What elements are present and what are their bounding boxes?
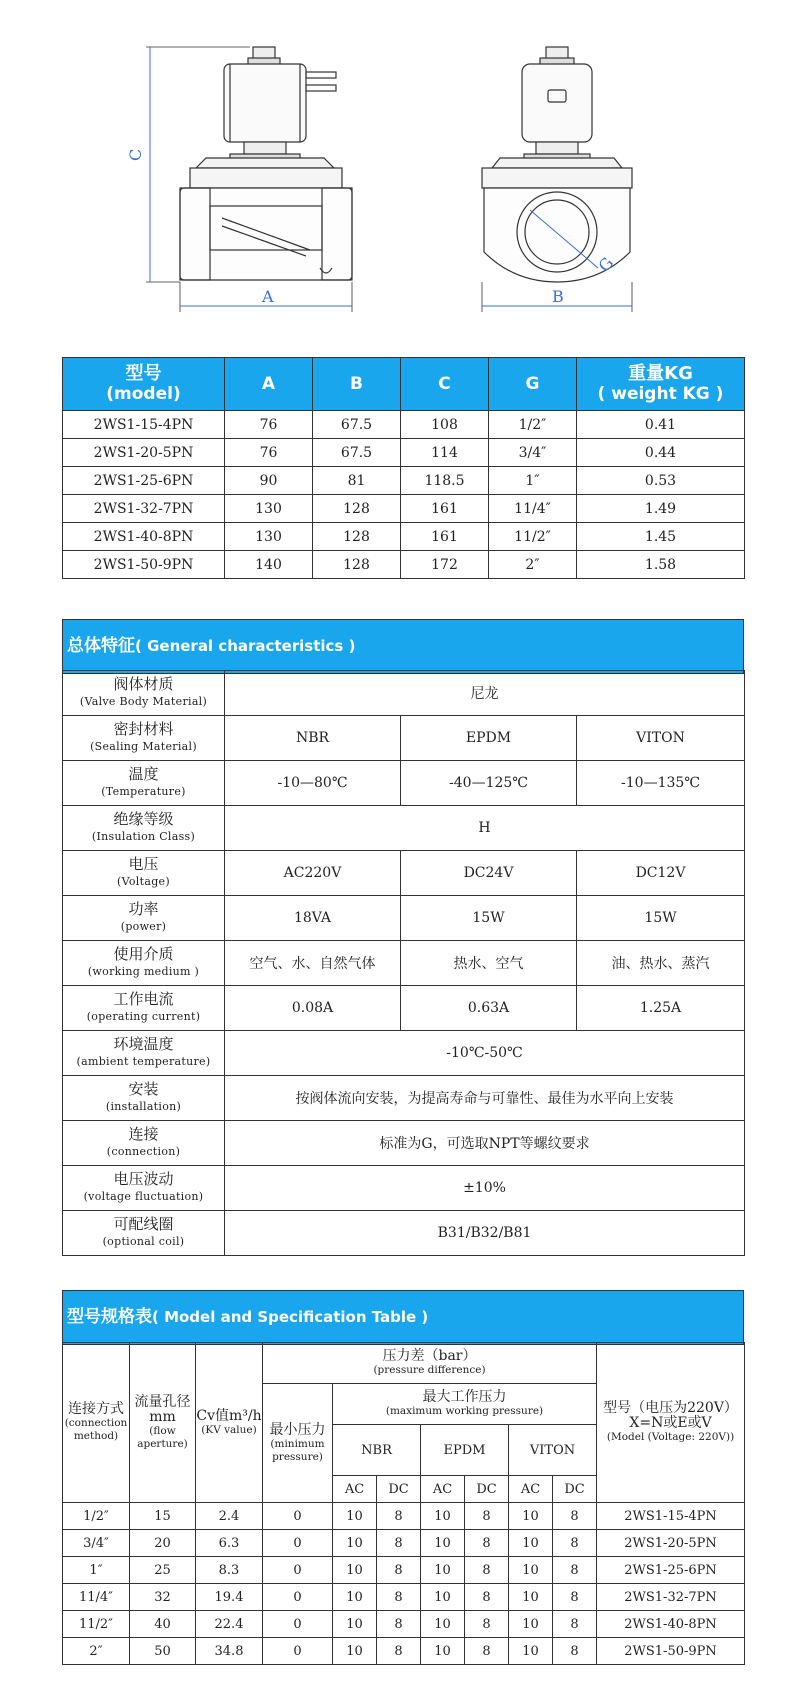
- spec-cell: 0: [263, 1503, 333, 1530]
- spec-cell: 2″: [63, 1638, 130, 1665]
- spec-cell: 10: [421, 1503, 465, 1530]
- table-cell: 67.5: [313, 439, 401, 467]
- spec-row: [63, 1638, 745, 1665]
- valve-technical-drawing: [0, 0, 790, 335]
- spec-cell: 20: [130, 1530, 196, 1557]
- characteristic-value: 热水、空气: [401, 941, 577, 986]
- spec-cell: 40: [130, 1611, 196, 1638]
- spec-cell: 10: [421, 1584, 465, 1611]
- spec-cell: 8: [465, 1638, 509, 1665]
- spec-cell: 8: [553, 1638, 597, 1665]
- header-nbr-dc: DC: [377, 1476, 421, 1503]
- characteristic-value: NBR: [225, 716, 401, 761]
- spec-cell: 8: [465, 1503, 509, 1530]
- characteristic-label-en: (Valve Body Material): [79, 695, 208, 708]
- spec-cell: 8: [553, 1503, 597, 1530]
- spec-cell: 10: [333, 1638, 377, 1665]
- spec-row: [63, 1503, 745, 1530]
- characteristic-row: [63, 671, 745, 716]
- header-viton: VITON: [509, 1425, 597, 1476]
- header-weight: 重量KG ( weight KG ): [577, 358, 745, 411]
- table-cell: 172: [401, 551, 489, 579]
- characteristic-label: [63, 1076, 225, 1121]
- header-g: G: [489, 358, 577, 411]
- characteristic-row: [63, 896, 745, 941]
- spec-cell: 8: [377, 1611, 421, 1638]
- table-cell: 11/2″: [489, 523, 577, 551]
- spec-cell: 8: [465, 1611, 509, 1638]
- spec-cell: 2WS1-25-6PN: [597, 1557, 745, 1584]
- table-cell: 130: [225, 523, 313, 551]
- characteristic-value: AC220V: [225, 851, 401, 896]
- spec-cell: 8: [377, 1638, 421, 1665]
- header-model: 型号 (model): [63, 358, 225, 411]
- table-cell: 1.49: [577, 495, 745, 523]
- table-cell: 161: [401, 523, 489, 551]
- spec-cell: 22.4: [196, 1611, 263, 1638]
- table-cell: 90: [225, 467, 313, 495]
- spec-cell: 10: [421, 1530, 465, 1557]
- characteristic-label: [63, 671, 225, 716]
- spec-row: [63, 1611, 745, 1638]
- characteristic-value: 18VA: [225, 896, 401, 941]
- characteristic-value: 15W: [401, 896, 577, 941]
- spec-cell: 10: [509, 1503, 553, 1530]
- spec-cell: 15: [130, 1503, 196, 1530]
- characteristic-label-en: (connection): [106, 1145, 181, 1158]
- spec-cell: 1″: [63, 1557, 130, 1584]
- spec-cell: 2WS1-15-4PN: [597, 1503, 745, 1530]
- table-cell: 0.41: [577, 411, 745, 439]
- spec-cell: 19.4: [196, 1584, 263, 1611]
- characteristic-value: 标准为G，可选取NPT等螺纹要求: [225, 1121, 745, 1166]
- spec-cell: 10: [509, 1557, 553, 1584]
- table-cell: 76: [225, 411, 313, 439]
- characteristic-label: [63, 1121, 225, 1166]
- characteristic-value: 按阀体流向安装，为提高寿命与可靠性、最佳为水平向上安装: [225, 1076, 745, 1121]
- spec-cell: 0: [263, 1584, 333, 1611]
- general-characteristics-title: 总体特征( General characteristics ): [62, 619, 744, 674]
- characteristic-label-en: (Temperature): [101, 785, 186, 798]
- spec-cell: 50: [130, 1638, 196, 1665]
- characteristic-label-en: (power): [120, 920, 167, 933]
- table-row: [63, 551, 745, 579]
- table-cell: 128: [313, 523, 401, 551]
- characteristic-label: [63, 716, 225, 761]
- characteristic-value: 1.25A: [577, 986, 745, 1031]
- characteristic-label-cn: 阀体材质: [113, 675, 174, 693]
- characteristic-label-cn: 环境温度: [113, 1035, 174, 1053]
- spec-cell: 8: [465, 1530, 509, 1557]
- table-cell: 0.53: [577, 467, 745, 495]
- characteristic-row: [63, 1076, 745, 1121]
- characteristic-value: -40—125℃: [401, 761, 577, 806]
- table-cell: 2WS1-40-8PN: [63, 523, 225, 551]
- characteristic-label: [63, 1166, 225, 1211]
- table-cell: 3/4″: [489, 439, 577, 467]
- table-cell: 161: [401, 495, 489, 523]
- table-row: [63, 439, 745, 467]
- table-row: [63, 467, 745, 495]
- table-cell: 1.58: [577, 551, 745, 579]
- characteristic-label: [63, 761, 225, 806]
- characteristic-value: -10—135℃: [577, 761, 745, 806]
- characteristic-row: [63, 986, 745, 1031]
- header-c: C: [401, 358, 489, 411]
- characteristic-label-en: (ambient temperature): [76, 1055, 211, 1068]
- characteristic-label-en: (Insulation Class): [91, 830, 196, 843]
- spec-cell: 10: [333, 1530, 377, 1557]
- table-cell: 2WS1-15-4PN: [63, 411, 225, 439]
- spec-cell: 0: [263, 1611, 333, 1638]
- header-a: A: [225, 358, 313, 411]
- table-cell: 114: [401, 439, 489, 467]
- model-spec-table: [62, 1342, 745, 1665]
- spec-cell: 10: [509, 1611, 553, 1638]
- general-characteristics-table: [62, 670, 745, 1256]
- spec-cell: 8: [553, 1530, 597, 1557]
- characteristic-value: -10℃-50℃: [225, 1031, 745, 1076]
- characteristic-label-en: (voltage fluctuation): [83, 1190, 204, 1203]
- spec-cell: 8: [377, 1503, 421, 1530]
- dimension-label-c: C: [126, 148, 145, 161]
- spec-cell: 10: [509, 1530, 553, 1557]
- characteristic-value: H: [225, 806, 745, 851]
- header-b: B: [313, 358, 401, 411]
- characteristic-row: [63, 1211, 745, 1256]
- header-epdm-dc: DC: [465, 1476, 509, 1503]
- spec-cell: 10: [421, 1557, 465, 1584]
- spec-cell: 10: [509, 1638, 553, 1665]
- characteristic-label-cn: 绝缘等级: [113, 810, 174, 828]
- spec-cell: 2WS1-20-5PN: [597, 1530, 745, 1557]
- spec-cell: 8.3: [196, 1557, 263, 1584]
- spec-cell: 10: [333, 1611, 377, 1638]
- table-cell: 2WS1-25-6PN: [63, 467, 225, 495]
- table-cell: 2WS1-20-5PN: [63, 439, 225, 467]
- header-nbr: NBR: [333, 1425, 421, 1476]
- characteristic-value: 油、热水、蒸汽: [577, 941, 745, 986]
- header-min-pressure: 最小压力 (minimum pressure): [263, 1384, 333, 1503]
- characteristic-row: [63, 1121, 745, 1166]
- header-epdm-ac: AC: [421, 1476, 465, 1503]
- characteristic-label: [63, 986, 225, 1031]
- spec-cell: 8: [377, 1584, 421, 1611]
- characteristic-row: [63, 716, 745, 761]
- dimension-label-b: B: [552, 287, 564, 306]
- characteristic-row: [63, 1031, 745, 1076]
- characteristic-label-en: (optional coil): [102, 1235, 185, 1248]
- valve-front-view: [146, 47, 352, 312]
- characteristic-label-cn: 可配线圈: [113, 1215, 174, 1233]
- table-cell: 11/4″: [489, 495, 577, 523]
- table-cell: 128: [313, 495, 401, 523]
- spec-cell: 10: [421, 1611, 465, 1638]
- characteristic-value: 空气、水、自然气体: [225, 941, 401, 986]
- characteristic-label: [63, 1211, 225, 1256]
- dimensions-table: [62, 357, 745, 579]
- spec-row: [63, 1584, 745, 1611]
- characteristic-value: -10—80℃: [225, 761, 401, 806]
- table-cell: 81: [313, 467, 401, 495]
- spec-cell: 34.8: [196, 1638, 263, 1665]
- header-connection: 连接方式 (connection method): [63, 1343, 130, 1503]
- spec-cell: 1/2″: [63, 1503, 130, 1530]
- spec-cell: 25: [130, 1557, 196, 1584]
- spec-cell: 10: [333, 1503, 377, 1530]
- header-viton-ac: AC: [509, 1476, 553, 1503]
- characteristic-label-cn: 电压波动: [113, 1170, 174, 1188]
- characteristic-row: [63, 806, 745, 851]
- characteristic-label-cn: 安装: [128, 1080, 159, 1098]
- characteristic-value: VITON: [577, 716, 745, 761]
- characteristic-value: EPDM: [401, 716, 577, 761]
- characteristic-label-en: (working medium ): [87, 965, 200, 978]
- table-cell: 130: [225, 495, 313, 523]
- spec-cell: 2WS1-40-8PN: [597, 1611, 745, 1638]
- spec-cell: 3/4″: [63, 1530, 130, 1557]
- spec-cell: 8: [553, 1584, 597, 1611]
- characteristic-label: [63, 851, 225, 896]
- table-cell: 76: [225, 439, 313, 467]
- characteristic-value: B31/B32/B81: [225, 1211, 745, 1256]
- spec-cell: 10: [333, 1557, 377, 1584]
- spec-cell: 10: [333, 1584, 377, 1611]
- table-cell: 128: [313, 551, 401, 579]
- table-cell: 108: [401, 411, 489, 439]
- characteristic-value: 15W: [577, 896, 745, 941]
- table-row: [63, 523, 745, 551]
- characteristic-row: [63, 761, 745, 806]
- table-cell: 67.5: [313, 411, 401, 439]
- table-row: [63, 495, 745, 523]
- spec-cell: 8: [465, 1557, 509, 1584]
- table-cell: 0.44: [577, 439, 745, 467]
- table-cell: 2″: [489, 551, 577, 579]
- characteristic-label: [63, 1031, 225, 1076]
- spec-table-title: 型号规格表( Model and Specification Table ): [62, 1290, 744, 1345]
- characteristic-label-en: (Sealing Material): [90, 740, 197, 753]
- spec-cell: 11/2″: [63, 1611, 130, 1638]
- characteristic-label: [63, 896, 225, 941]
- characteristic-value: 尼龙: [225, 671, 745, 716]
- characteristic-label-en: (Voltage): [117, 875, 170, 888]
- header-nbr-ac: AC: [333, 1476, 377, 1503]
- characteristic-row: [63, 851, 745, 896]
- header-max-working-pressure: 最大工作压力 (maximum working pressure): [333, 1384, 597, 1425]
- table-cell: 118.5: [401, 467, 489, 495]
- characteristic-label-cn: 温度: [128, 765, 159, 783]
- header-viton-dc: DC: [553, 1476, 597, 1503]
- table-cell: 2WS1-32-7PN: [63, 495, 225, 523]
- spec-cell: 8: [377, 1530, 421, 1557]
- spec-cell: 10: [421, 1638, 465, 1665]
- table-cell: 2WS1-50-9PN: [63, 551, 225, 579]
- characteristic-label: [63, 941, 225, 986]
- table-cell: 140: [225, 551, 313, 579]
- characteristic-label-cn: 密封材料: [113, 720, 174, 738]
- characteristic-row: [63, 1166, 745, 1211]
- characteristic-value: DC12V: [577, 851, 745, 896]
- spec-cell: 8: [465, 1584, 509, 1611]
- table-row: [63, 411, 745, 439]
- header-pressure-difference: 压力差（bar） (pressure difference): [263, 1343, 597, 1384]
- dimensions-header-row: [63, 358, 745, 411]
- header-model-voltage: 型号（电压为220V） X=N或E或V (Model (Voltage: 220V)): [597, 1343, 745, 1503]
- table-cell: 1.45: [577, 523, 745, 551]
- characteristic-label-cn: 电压: [128, 855, 159, 873]
- characteristic-value: 0.08A: [225, 986, 401, 1031]
- spec-cell: 0: [263, 1530, 333, 1557]
- characteristic-label-en: (installation): [105, 1100, 182, 1113]
- spec-cell: 0: [263, 1638, 333, 1665]
- characteristic-label-cn: 连接: [128, 1125, 159, 1143]
- characteristic-value: DC24V: [401, 851, 577, 896]
- characteristic-row: [63, 941, 745, 986]
- spec-cell: 8: [553, 1557, 597, 1584]
- characteristic-label-cn: 使用介质: [113, 945, 174, 963]
- spec-cell: 10: [509, 1584, 553, 1611]
- spec-cell: 2WS1-50-9PN: [597, 1638, 745, 1665]
- dimension-label-a: A: [262, 287, 274, 306]
- characteristic-label-cn: 工作电流: [113, 990, 174, 1008]
- characteristic-value: 0.63A: [401, 986, 577, 1031]
- characteristic-label: [63, 806, 225, 851]
- spec-row: [63, 1557, 745, 1584]
- header-flow-aperture: 流量孔径mm (flow aperture): [130, 1343, 196, 1503]
- dimension-label-g: G: [594, 253, 618, 276]
- spec-cell: 6.3: [196, 1530, 263, 1557]
- characteristic-label-cn: 功率: [128, 900, 159, 918]
- table-cell: 1/2″: [489, 411, 577, 439]
- spec-cell: 0: [263, 1557, 333, 1584]
- table-cell: 1″: [489, 467, 577, 495]
- spec-cell: 8: [377, 1557, 421, 1584]
- spec-cell: 32: [130, 1584, 196, 1611]
- characteristic-label-en: (operating current): [86, 1010, 201, 1023]
- spec-cell: 2.4: [196, 1503, 263, 1530]
- header-epdm: EPDM: [421, 1425, 509, 1476]
- header-cv-value: Cv值m³/h (KV value): [196, 1343, 263, 1503]
- spec-cell: 11/4″: [63, 1584, 130, 1611]
- characteristic-value: ±10%: [225, 1166, 745, 1211]
- spec-cell: 2WS1-32-7PN: [597, 1584, 745, 1611]
- spec-cell: 8: [553, 1611, 597, 1638]
- spec-row: [63, 1530, 745, 1557]
